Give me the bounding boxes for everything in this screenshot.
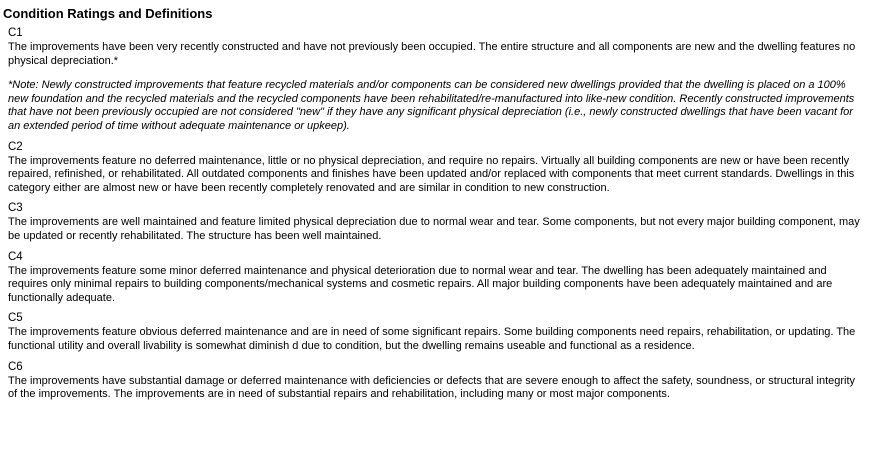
rating-description: The improvements are well maintained and feature limited physical depreciation due to normal wear and tear. Some components, but not every major building component, may be updated or recently rehabilitated. The structure has been well maintained.: [8, 216, 860, 242]
rating-description: The improvements feature obvious deferred maintenance and are in need of some significant repairs. Some building components need repairs, rehabilitation, or updating. The functional utility and overall livability is somewhat diminish d due to condition, but the dwelling remains useable and functional as a residence.: [8, 326, 856, 352]
rating-description: The improvements have been very recently constructed and have not previously been occupied. The entire structure and all components are new and the dwelling features no physical depreciation.*: [8, 41, 856, 67]
rating-code: C1: [8, 27, 23, 39]
page-title: Condition Ratings and Definitions: [3, 6, 213, 21]
rating-code: C3: [8, 202, 23, 215]
rating-c6: [3, 360, 864, 402]
rating-c4: [3, 250, 864, 306]
rating-c3: [3, 201, 864, 243]
rating-c5: [3, 311, 864, 353]
rating-note: *Note: Newly constructed improvements that feature recycled materials and/or components can be considered new dwellings provided that the dwelling is placed on a 100% new foundation and the recycled materials and the recycled components have been rehabilitated/re-manufactured into like-new condition. Recently constructed improvements that have not been previously occupied are not considered "new" if they have any significant physical depreciation (i.e., newly constructed dwellings that have been vacant for an extended period of time without adequate maintenance or upkeep).: [8, 79, 855, 132]
rating-description: The improvements have substantial damage or deferred maintenance with deficiencies or defects that are severe enough to affect the safety, soundness, or structural integrity of the improvements. The improvements are in need of substantial repairs and rehabilitation, including many or most major components.: [8, 374, 856, 401]
rating-code: C2: [8, 140, 23, 153]
rating-c1: [3, 26, 864, 134]
rating-code: C4: [8, 250, 23, 263]
rating-description: The improvements feature no deferred maintenance, little or no physical depreciation, and require no repairs. Virtually all building components are new or have been recently repaired, refinished, or rehabilitated. All outdated components and finishes have been updated and/or replaced with components that meet current standards. Dwellings in this category either are almost new or have been recently completely renovated and are similar in condition to new construction.: [8, 154, 855, 194]
rating-c2: [3, 140, 864, 196]
rating-code: C6: [8, 360, 23, 373]
rating-code: C5: [8, 312, 23, 325]
rating-description: The improvements feature some minor deferred maintenance and physical deterioration due to normal wear and tear. The dwelling has been adequately maintained and requires only minimal repairs to building components/mechanical systems and cosmetic repairs. All major building components have been adequately maintained and are functionally adequate.: [8, 264, 833, 304]
